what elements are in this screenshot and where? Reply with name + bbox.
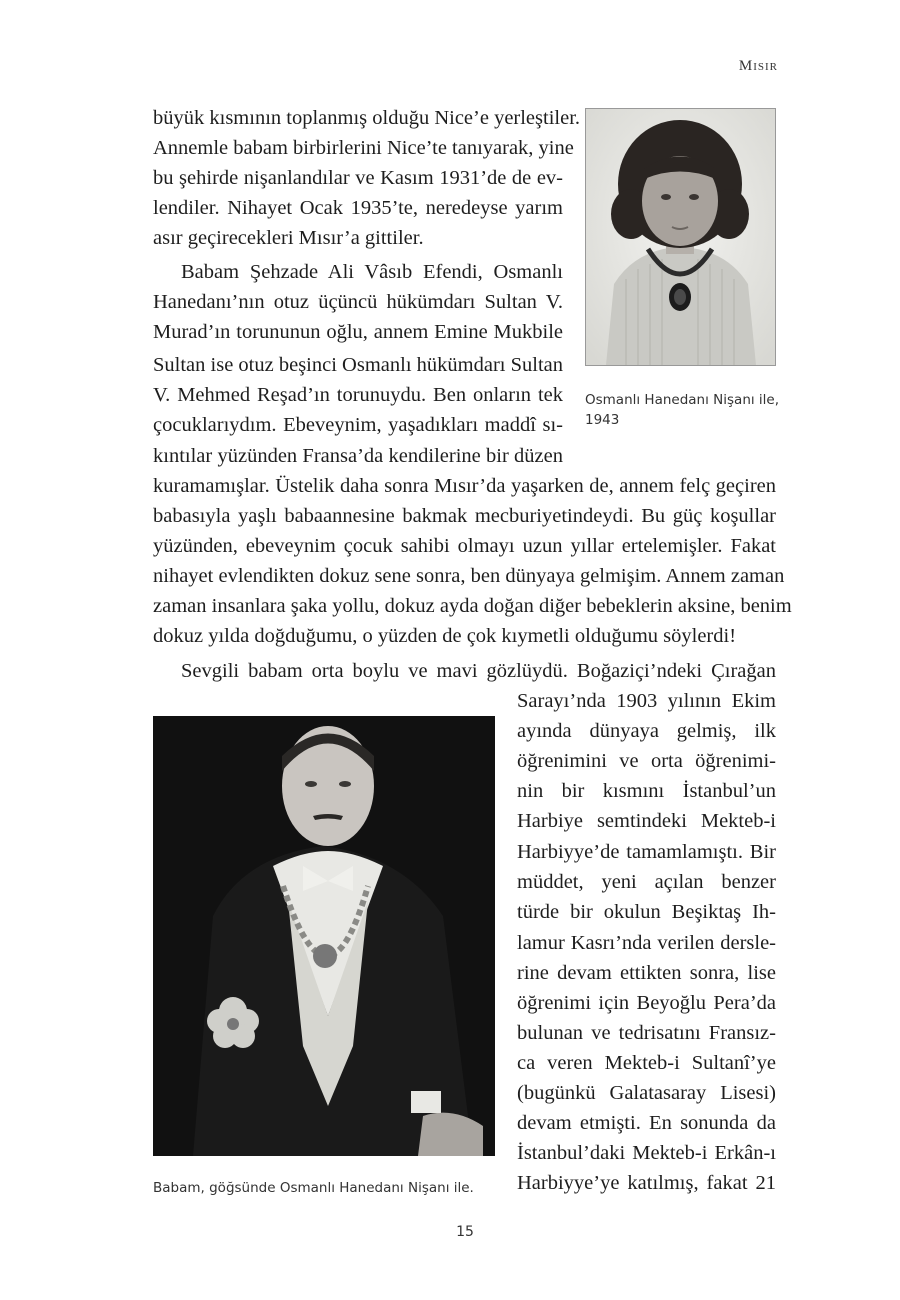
body-line: Hanedanı’nın otuz üçüncü hükümdarı Sultan V. [153, 291, 563, 313]
body-line: Harbiye semtindeki Mekteb-i [517, 810, 776, 832]
body-line: nihayet evlendikten dokuz sene sonra, ben dünyaya gelmişim. Annem zaman [153, 565, 785, 587]
man-portrait-image [153, 716, 495, 1156]
man-photo-caption: Babam, göğsünde Osmanlı Hanedanı Nişanı ile. [153, 1180, 474, 1196]
body-line: kıntılar yüzünden Fransa’da kendilerine bir düzen [153, 445, 563, 467]
body-line: (bugünkü Galatasaray Lisesi) [517, 1082, 776, 1104]
body-line: çocuklarıydım. Ebeveynim, yaşadıkları maddî sı- [153, 414, 563, 436]
body-line: yüzünden, ebeveynim çocuk sahibi olmayı uzun yıllar ertelemişler. Fakat [153, 535, 776, 557]
body-line: V. Mehmed Reşad’ın torunuydu. Ben onların tek [153, 384, 563, 406]
body-line: lamur Kasrı’nda verilen dersle- [517, 932, 776, 954]
body-line: bu şehirde nişanlandılar ve Kasım 1931’de de ev- [153, 167, 563, 189]
body-line: lendiler. Nihayet Ocak 1935’te, neredeyse yarım [153, 197, 563, 219]
body-line: öğrenimi için Beyoğlu Pera’da [517, 992, 776, 1014]
body-line: asır geçirecekleri Mısır’a gittiler. [153, 227, 424, 249]
body-line: ayında dünyaya gelmiş, ilk [517, 720, 776, 742]
body-line: Babam Şehzade Ali Vâsıb Efendi, Osmanlı [181, 261, 563, 283]
girl-portrait-image [586, 109, 775, 365]
body-line: Sevgili babam orta boylu ve mavi gözlüydü. Boğaziçi’ndeki Çırağan [181, 660, 776, 682]
body-line: öğrenimini ve orta öğrenimi- [517, 750, 776, 772]
body-line: Murad’ın torununun oğlu, annem Emine Mukbile [153, 321, 563, 343]
body-line: büyük kısmının toplanmış olduğu Nice’e yerleştiler. [153, 107, 581, 129]
body-line: Harbiyye’de tamamlamıştı. Bir [517, 841, 776, 863]
body-line: ca veren Mekteb-i Sultanî’ye [517, 1052, 776, 1074]
body-line: bulunan ve tedrisatını Fransız- [517, 1022, 776, 1044]
body-line: Sarayı’nda 1903 yılının Ekim [517, 690, 776, 712]
body-line: kuramamışlar. Üstelik daha sonra Mısır’da yaşarken de, annem felç geçiren [153, 475, 776, 497]
girl-photo-caption [585, 390, 785, 430]
body-line: Harbiyye’ye katılmış, fakat 21 [517, 1172, 776, 1194]
body-line: Sultan ise otuz beşinci Osmanlı hükümdarı Sultan [153, 354, 563, 376]
body-line: devam etmişti. En sonunda da [517, 1112, 776, 1134]
body-line: müddet, yeni açılan benzer [517, 871, 776, 893]
photo-man [153, 716, 495, 1156]
body-line: Annemle babam birbirlerini Nice’te tanıyarak, yine [153, 137, 574, 159]
body-line: zaman insanlara şaka yollu, dokuz ayda doğan diğer bebeklerin aksine, benim [153, 595, 792, 617]
caption-line: 1943 [585, 412, 620, 428]
page-number: 15 [456, 1224, 474, 1240]
running-head: Mısır [738, 58, 778, 74]
photo-girl [585, 108, 776, 366]
body-line: türde bir okulun Beşiktaş Ih- [517, 901, 776, 923]
caption-line: Osmanlı Hanedanı Nişanı ile, [585, 392, 780, 408]
body-line: dokuz yılda doğduğumu, o yüzden de çok kıymetli olduğumu söylerdi! [153, 625, 737, 647]
body-line: nin bir kısmını İstanbul’un [517, 780, 776, 802]
body-line: İstanbul’daki Mekteb-i Erkân-ı [517, 1142, 776, 1164]
body-line: babasıyla yaşlı babaannesine bakmak mecburiyetindeydi. Bu güç koşullar [153, 505, 776, 527]
body-line: rine devam ettikten sonra, lise [517, 962, 776, 984]
